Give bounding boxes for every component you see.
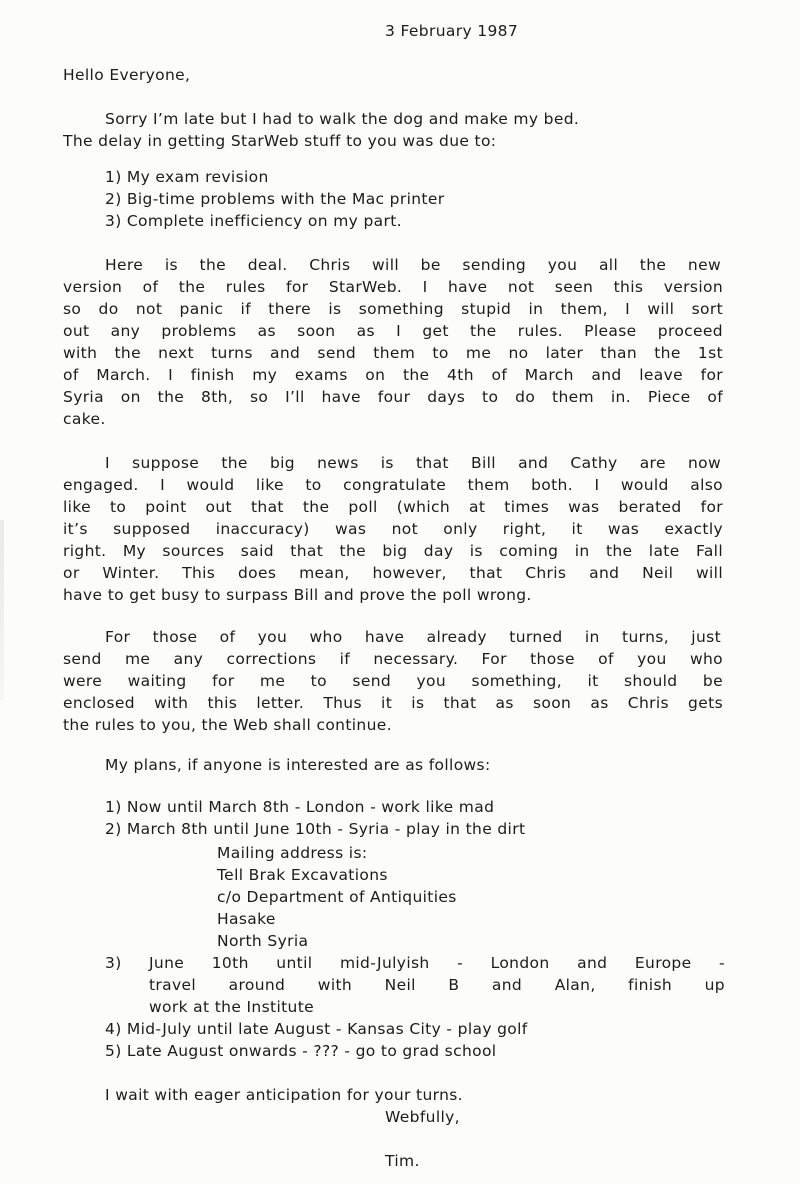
plan-item: 2) March 8th until June 10th - Syria - play in the dirt xyxy=(105,820,526,838)
para3-line: it’s supposed inaccuracy) was not only right, it was exactly xyxy=(63,520,723,538)
plan-item: work at the Institute xyxy=(149,998,315,1016)
para2-line: of March. I finish my exams on the 4th of March and leave for xyxy=(63,366,723,384)
para2-line: Syria on the 8th, so I’ll have four days to do them in. Piece of xyxy=(63,388,723,406)
para4-line: send me any corrections if necessary. For those of you who xyxy=(63,650,723,668)
para3-line: engaged. I would like to congratulate them both. I would also xyxy=(63,476,723,494)
letter-date: 3 February 1987 xyxy=(385,22,519,40)
mailing-address-line: Hasake xyxy=(217,910,276,928)
mailing-address-line: Mailing address is: xyxy=(217,844,368,862)
para3-line: right. My sources said that the big day is coming in the late Fall xyxy=(63,542,723,560)
plan-item: June 10th until mid-Julyish - London and Europe - xyxy=(149,954,725,972)
para2-line: version of the rules for StarWeb. I have not seen this version xyxy=(63,278,723,296)
plan-item: 4) Mid-July until late August - Kansas City - play golf xyxy=(105,1020,528,1038)
greeting: Hello Everyone, xyxy=(63,66,191,84)
plan-item: 1) Now until March 8th - London - work like mad xyxy=(105,798,495,816)
para4-line: enclosed with this letter. Thus it is that as soon as Chris gets xyxy=(63,694,723,712)
signoff: Webfully, xyxy=(385,1108,460,1126)
mailing-address-line: North Syria xyxy=(217,932,309,950)
para4-line: For those of you who have already turned in turns, just xyxy=(105,628,721,646)
delay-reason-item: 2) Big-time problems with the Mac printer xyxy=(105,190,445,208)
para4-line: the rules to you, the Web shall continue. xyxy=(63,716,392,734)
mailing-address-line: c/o Department of Antiquities xyxy=(217,888,457,906)
para3-line: or Winter. This does mean, however, that Chris and Neil will xyxy=(63,564,723,582)
para4-line: were waiting for me to send you something, it should be xyxy=(63,672,723,690)
plan-item: travel around with Neil B and Alan, finish up xyxy=(149,976,725,994)
para2-line: out any problems as soon as I get the rules. Please proceed xyxy=(63,322,723,340)
para2-line: Here is the deal. Chris will be sending you all the new xyxy=(105,256,721,274)
closing-line: I wait with eager anticipation for your turns. xyxy=(105,1086,463,1104)
para2-line: cake. xyxy=(63,410,106,428)
mailing-address-line: Tell Brak Excavations xyxy=(217,866,388,884)
signature: Tim. xyxy=(385,1152,420,1170)
delay-reason-item: 3) Complete inefficiency on my part. xyxy=(105,212,402,230)
scan-edge-shadow xyxy=(0,520,4,700)
para3-line: have to get busy to surpass Bill and prove the poll wrong. xyxy=(63,586,532,604)
para3-line: I suppose the big news is that Bill and Cathy are now xyxy=(105,454,721,472)
para1-line: The delay in getting StarWeb stuff to you was due to: xyxy=(63,132,497,150)
para2-line: so do not panic if there is something stupid in them, I will sort xyxy=(63,300,723,318)
para1-line: Sorry I’m late but I had to walk the dog and make my bed. xyxy=(105,110,580,128)
plans-intro: My plans, if anyone is interested are as follows: xyxy=(105,756,491,774)
delay-reason-item: 1) My exam revision xyxy=(105,168,269,186)
plan-item: 5) Late August onwards - ??? - go to grad school xyxy=(105,1042,497,1060)
para2-line: with the next turns and send them to me no later than the 1st xyxy=(63,344,723,362)
plan-item-number: 3) xyxy=(105,954,122,972)
para3-line: like to point out that the poll (which at times was berated for xyxy=(63,498,723,516)
